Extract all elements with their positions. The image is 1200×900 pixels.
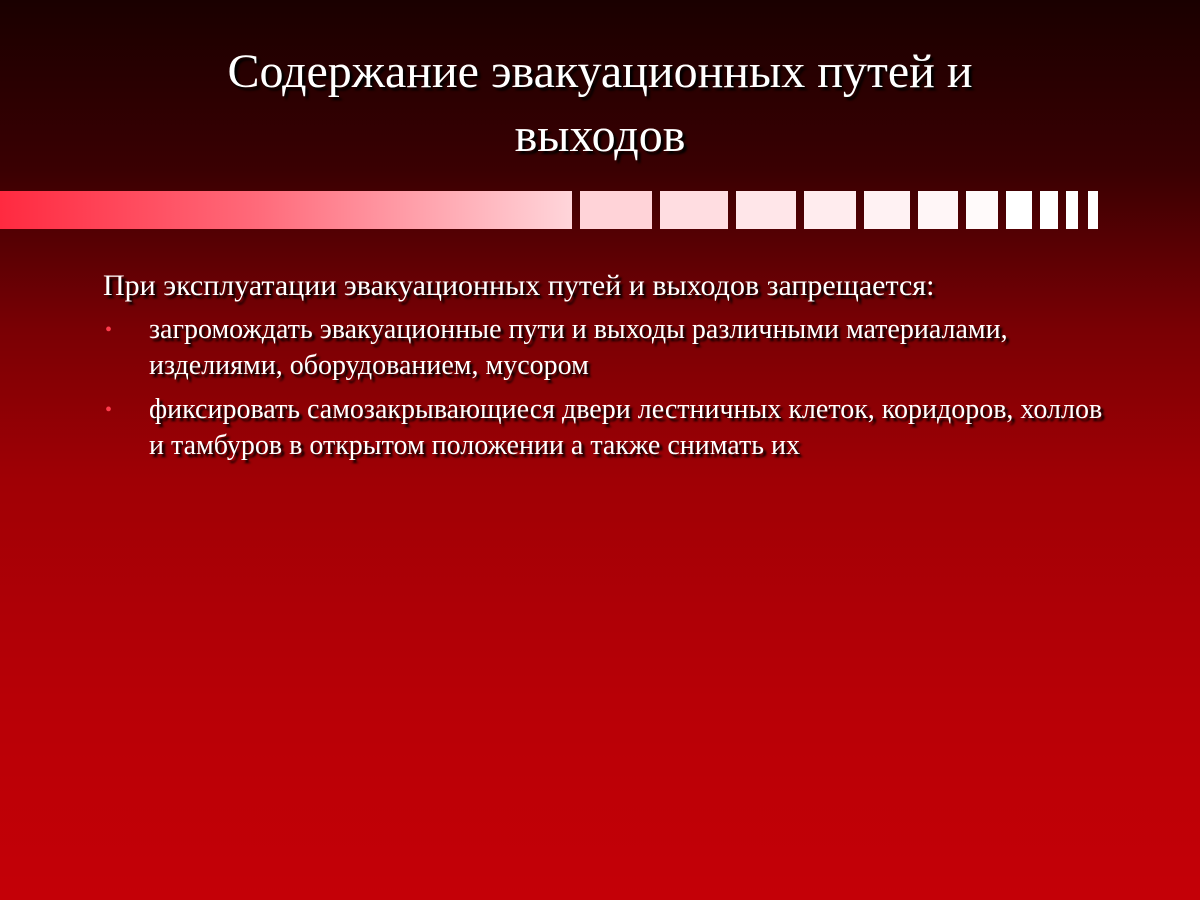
list-item	[103, 392, 1103, 464]
stripe-block	[804, 191, 856, 229]
list-item-text: загромождать эвакуационные пути и выходы различными материалами, изделиями, оборудованием, мусором	[149, 314, 1008, 381]
stripe-block	[660, 191, 728, 229]
stripe-block	[864, 191, 910, 229]
stripe-block	[1066, 191, 1078, 229]
list-item	[103, 312, 1103, 384]
bullet-icon: •	[105, 399, 113, 421]
slide-body	[103, 266, 1103, 472]
stripe-block	[1040, 191, 1058, 229]
stripe-block	[1088, 191, 1098, 229]
slide-title	[0, 40, 1200, 168]
list-item-text: фиксировать самозакрывающиеся двери лестничных клеток, коридоров, холлов и тамбуров в открытом положении а также снимать их	[149, 394, 1103, 461]
decorative-stripe-bar	[0, 191, 1200, 229]
stripe-block	[580, 191, 652, 229]
slide-title-line-2: выходов	[514, 109, 686, 162]
gradient-stripe	[0, 191, 572, 229]
stripe-block	[736, 191, 796, 229]
slide-title-line-1: Содержание эвакуационных путей и	[227, 45, 973, 98]
stripe-block	[1006, 191, 1032, 229]
intro-text: При эксплуатации эвакуационных путей и выходов запрещается:	[103, 269, 935, 302]
bullet-list	[103, 312, 1103, 464]
stripe-block	[918, 191, 958, 229]
stripe-block	[966, 191, 998, 229]
bullet-icon: •	[105, 319, 113, 341]
